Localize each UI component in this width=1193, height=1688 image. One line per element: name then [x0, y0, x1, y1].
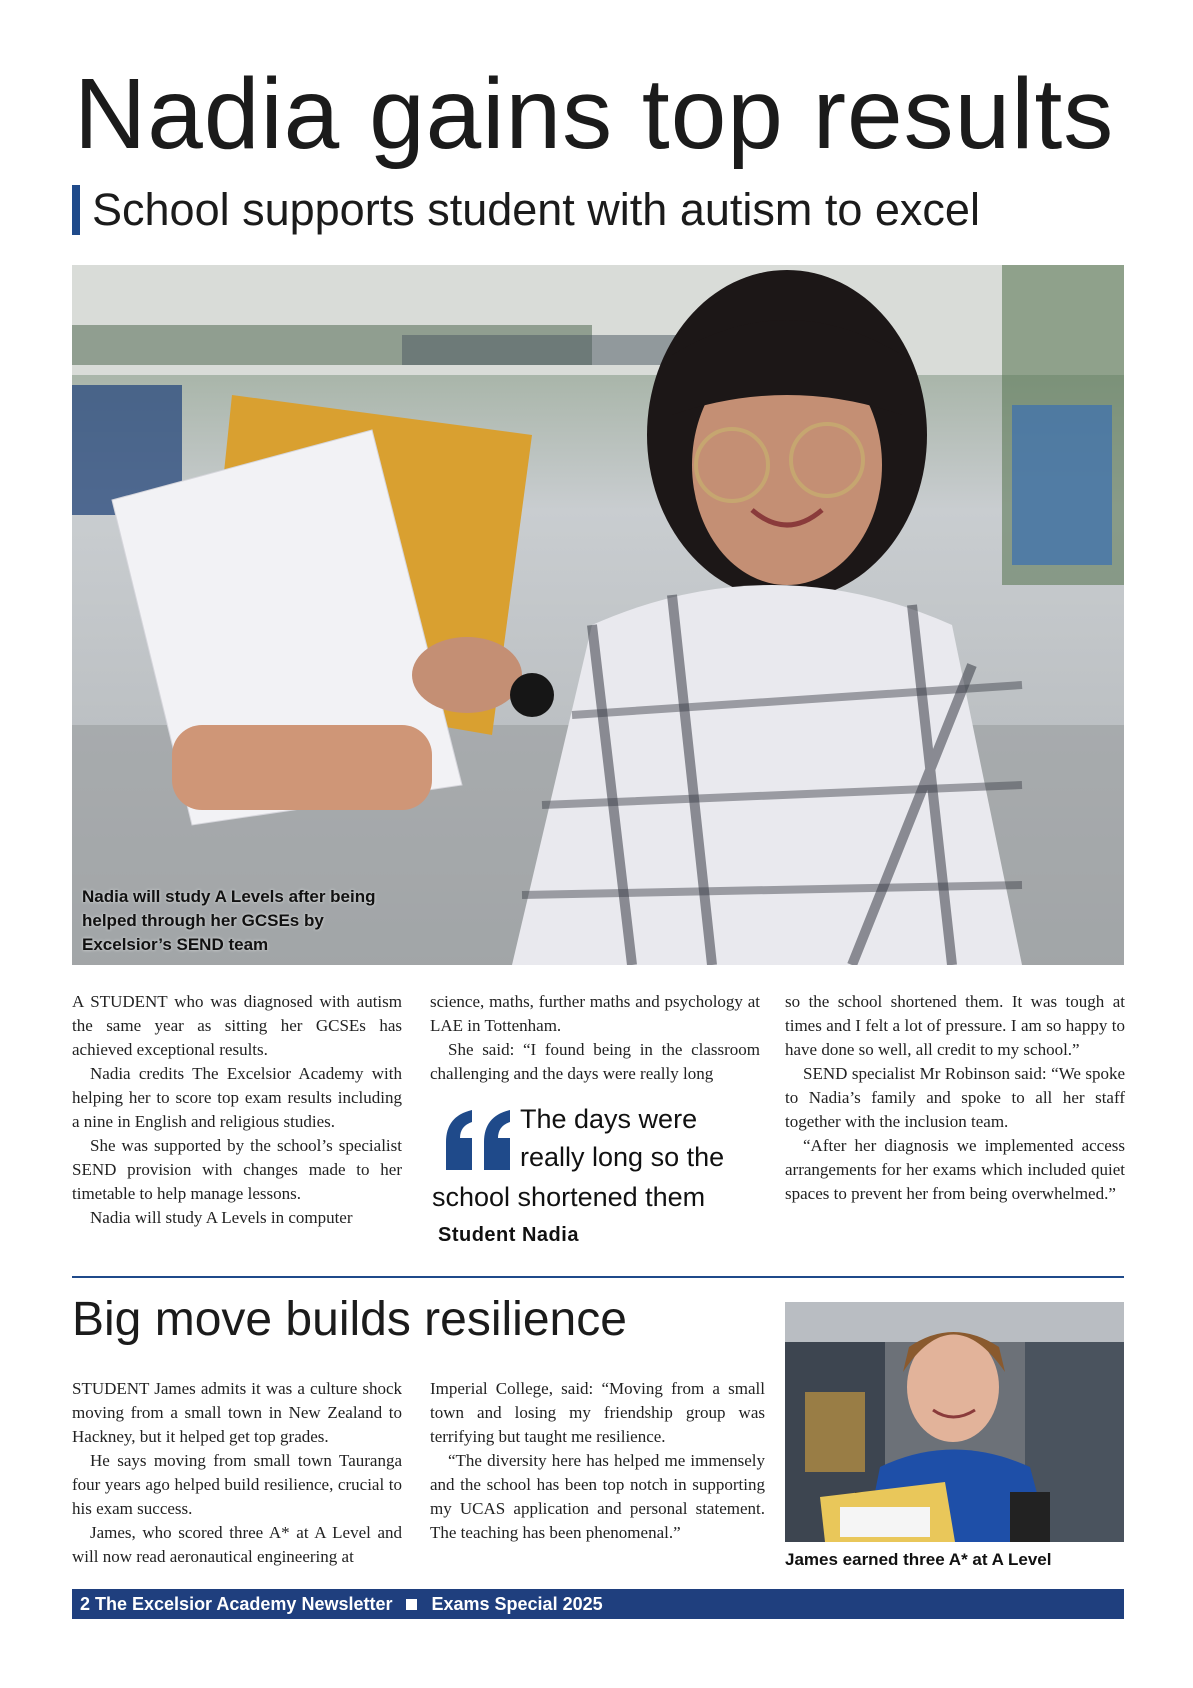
- pull-quote-line: school shortened them: [432, 1182, 706, 1212]
- article2-paragraph: STUDENT James admits it was a culture shock moving from a small town in New Zealand to Hackney, but it helped get top grades.: [72, 1379, 402, 1446]
- pull-quote-line: The days were: [520, 1104, 698, 1134]
- subheadline-accent-bar: [72, 185, 80, 235]
- pull-quote-credit: Student Nadia: [438, 1224, 579, 1246]
- article2-headline: Big move builds resilience: [72, 1293, 627, 1346]
- footer-newsletter-title: 2 The Excelsior Academy Newsletter: [80, 1594, 393, 1614]
- article2-column-1: [72, 1377, 402, 1569]
- footer-issue-title: Exams Special 2025: [431, 1594, 603, 1614]
- article1-paragraph: so the school shortened them. It was tough at times and I felt a lot of pressure. I am so happy to have done so well, all credit to my school.”: [785, 992, 1125, 1059]
- article1-paragraph: science, maths, further maths and psychology at LAE in Tottenham.: [430, 992, 760, 1035]
- article2-paragraph: James, who scored three A* at A Level and will now read aeronautical engineering at: [72, 1523, 402, 1566]
- james-photo: [785, 1302, 1124, 1542]
- james-photo-illustration: [785, 1302, 1124, 1542]
- article1-column-3: [785, 990, 1125, 1206]
- article1-paragraph: She said: “I found being in the classroom challenging and the days were really long: [430, 1040, 760, 1083]
- square-separator-icon: [406, 1599, 417, 1610]
- article1-paragraph: “After her diagnosis we implemented access arrangements for her exams which included quiet spaces to prevent her from being overwhelmed.”: [785, 1136, 1125, 1203]
- article1-column-1: [72, 990, 402, 1230]
- pull-quote-line: really long so the: [520, 1142, 725, 1172]
- nadia-photo-illustration: [72, 265, 1124, 965]
- article1-paragraph: SEND specialist Mr Robinson said: “We spoke to Nadia’s family and spoke to all her staff together with the inclusion team.: [785, 1064, 1125, 1131]
- article1-column-2: [430, 990, 760, 1086]
- article2-paragraph: Imperial College, said: “Moving from a small town and losing my friendship group was terrifying but taught me resilience.: [430, 1379, 765, 1446]
- page-headline: Nadia gains top results: [74, 58, 1115, 170]
- nadia-photo-caption: Nadia will study A Levels after being helped through her GCSEs by Excelsior’s SEND team: [82, 887, 376, 954]
- article1-paragraph: A STUDENT who was diagnosed with autism the same year as sitting her GCSEs has achieved exceptional results.: [72, 992, 402, 1059]
- quote-mark-icon: [438, 1108, 516, 1170]
- article2-paragraph: He says moving from small town Tauranga four years ago helped build resilience, crucial to his exam success.: [72, 1451, 402, 1518]
- subheadline-text: School supports student with autism to excel: [92, 184, 980, 235]
- james-photo-caption: James earned three A* at A Level: [785, 1550, 1052, 1569]
- article1-paragraph: Nadia credits The Excelsior Academy with helping her to score top exam results including a nine in English and religious studies.: [72, 1064, 402, 1131]
- article2-paragraph: “The diversity here has helped me immensely and the school has been top notch in supporting my UCAS application and personal statement. The teaching has been phenomenal.”: [430, 1451, 765, 1542]
- subheadline: [72, 184, 980, 236]
- section-divider: [72, 1276, 1124, 1278]
- article2-column-2: [430, 1377, 765, 1545]
- article1-paragraph: She was supported by the school’s specialist SEND provision with changes made to her timetable to help manage lessons.: [72, 1136, 402, 1203]
- page-footer: [72, 1589, 1124, 1619]
- nadia-photo: [72, 265, 1124, 965]
- article1-paragraph: Nadia will study A Levels in computer: [90, 1208, 353, 1227]
